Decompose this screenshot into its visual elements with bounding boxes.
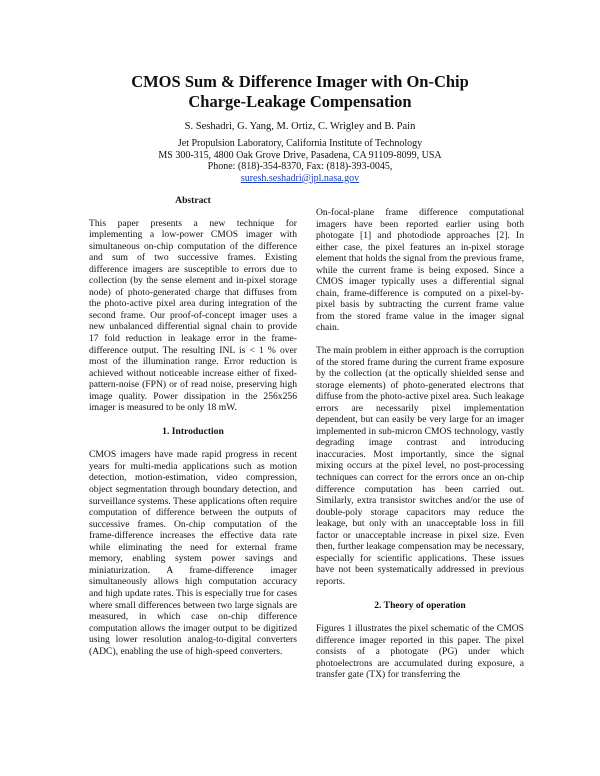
left-column: [89, 195, 297, 657]
email-link[interactable]: suresh.seshadri@jpl.nasa.gov: [240, 172, 360, 184]
introduction-heading: 1. Introduction: [162, 425, 224, 437]
title-line-1: CMOS Sum & Difference Imager with On-Chip: [131, 72, 469, 91]
theory-heading: 2. Theory of operation: [374, 599, 466, 611]
abstract-heading: Abstract: [175, 195, 211, 206]
affiliation-line: Jet Propulsion Laboratory, California Institute of Technology: [177, 138, 423, 149]
affiliation-block: [0, 138, 600, 184]
affiliation-line: MS 300-315, 4800 Oak Grove Drive, Pasadena, CA 91109-8099, USA: [158, 149, 442, 161]
body-paragraph: The main problem in either approach is the corruption of the stored frame during the current frame exposure by the collection (at the optically shielded sense and storage elements) of photo-generated electrons that diffuse from the photo-active pixel area. Such leakage errors are necessarily pixel implementation dependent, but can easily be very large for an imager implemented in sub-micron CMOS technology, vastly degrading image contrast and introducing inaccuracies. Most importantly, since the signal mixing occurs at the pixel level, no post-processing techniques can correct for the errors once an on-chip difference computation has been carried out. Similarly, extra transistor switches and/or the use of double-poly storage capacitors may reduce the leakage, but only with an unacceptable loss in fill factor or unacceptable increase in pixel size. Even then, further leakage compensation may be necessary, especially for scientific applications. These issues have not been systematically addressed in previous reports.: [316, 345, 524, 587]
abstract-text: This paper presents a new technique for implementing a low-power CMOS imager with simultaneous on-chip computation of the difference and sum of two successive frames. Existing difference imagers are susceptible to errors due to collection (by the sense element and in-pixel storage node) of photo-generated charge that diffuses from the photo-active pixel area during integration of the second frame. Our proof-of-concept imager uses a new unbalanced differential signal chain to provide 17 fold reduction in leakage error in the frame-difference output. The resulting INL is < 1 % over most of the illumination range. Error reduction is achieved without noticeable increase either of fixed-pattern-noise (FPN) or of read noise, preserving high image quality. Power dissipation in the 256x256 imager is measured to be only 18 mW.: [89, 217, 297, 414]
introduction-text: CMOS imagers have made rapid progress in recent years for multi-media applications such as motion detection, motion-estimation, video compression, object segmentation through boundary detection, and surveillance systems. These applications often require computation of difference between the outputs of successive frames. On-chip computation of the frame-difference increases the effective data rate while eliminating the need for external frame memory, enabling system power savings and miniaturization. A frame-difference imager simultaneously allows high computation accuracy and high update rates. This is especially true for cases where small differences between two large signals are measured, in which case on-chip difference computation allows the imager output to be digitized using lower resolution analog-to-digital converters (ADC), enabling the use of high-speed converters.: [89, 449, 297, 657]
body-paragraph: Figures 1 illustrates the pixel schematic of the CMOS difference imager reported in this paper. The pixel consists of a photogate (PG) under which photoelectrons are accumulated during exposure, a transfer gate (TX) for transferring the: [316, 623, 524, 681]
paper-title: [0, 72, 600, 112]
title-line-2: Charge-Leakage Compensation: [188, 92, 412, 111]
author-list: S. Seshadri, G. Yang, M. Ortiz, C. Wrigley and B. Pain: [184, 121, 416, 132]
right-column: [316, 207, 524, 681]
body-paragraph: On-focal-plane frame difference computational imagers have been reported earlier using both photogate [1] and photodiode approaches [2]. In either case, the pixel features an in-pixel storage element that holds the signal from the previous frame, while the current frame is being exposed. Since a CMOS imager typically uses a differential signal chain, frame-difference is computed on a pixel-by-pixel basis by subtracting the current frame value from the stored frame value in the imager signal chain.: [316, 207, 524, 334]
affiliation-line: Phone: (818)-354-8370, Fax: (818)-393-0045,: [207, 161, 393, 172]
